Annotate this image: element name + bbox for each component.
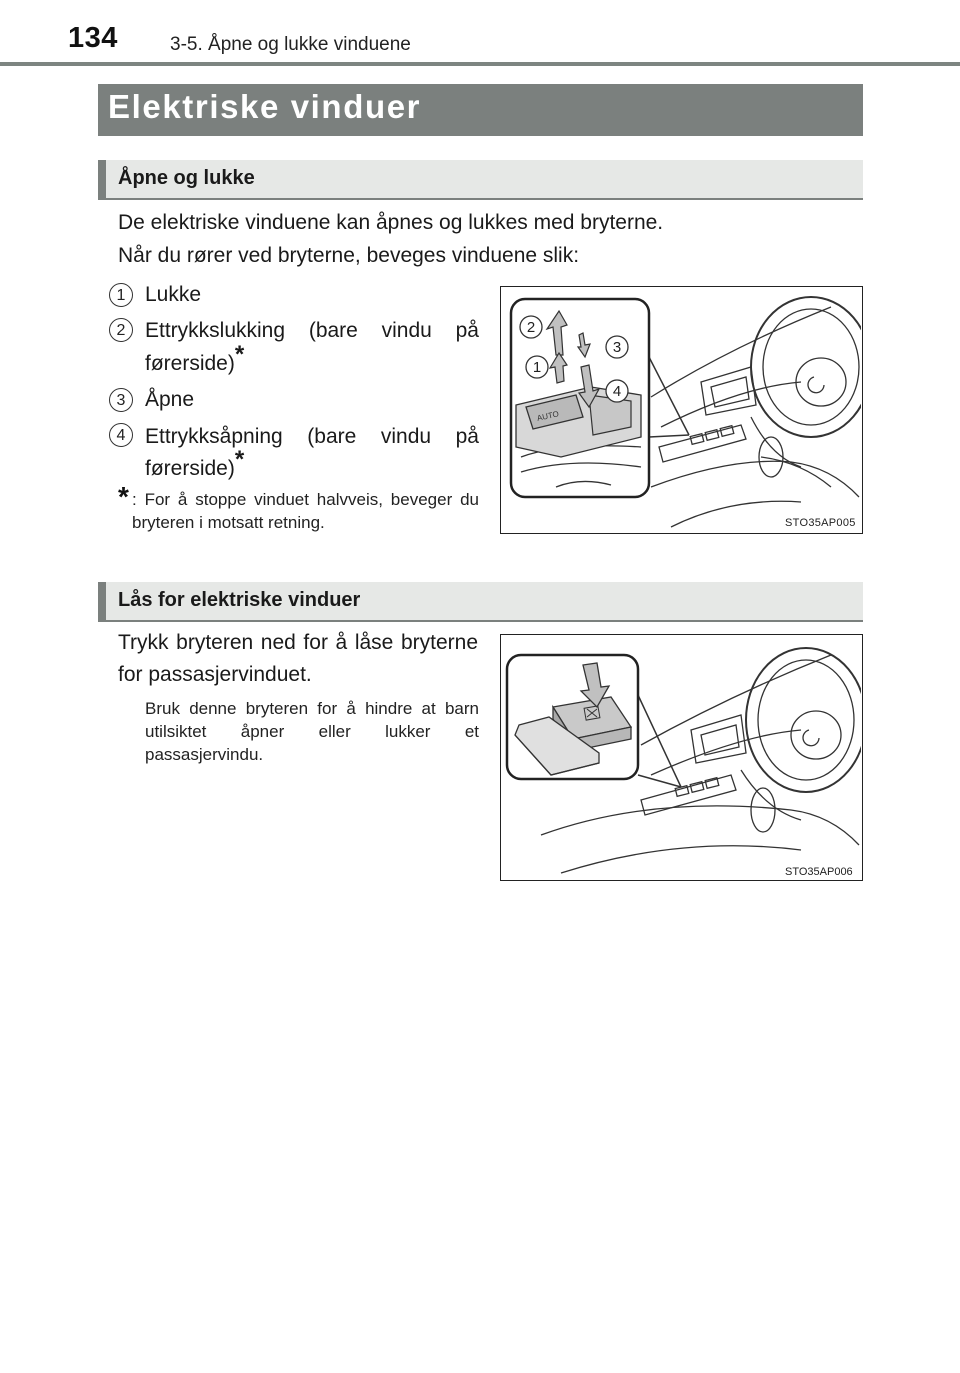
item-number-1: 1	[109, 283, 133, 307]
heading-accent	[98, 160, 106, 198]
figure-label-1: 1	[532, 359, 542, 376]
subsection-heading-lock	[98, 582, 863, 622]
page-number: 134	[68, 22, 118, 54]
figure-label-3: 3	[612, 339, 622, 356]
intro-paragraph-2: Når du rører ved bryterne, beveges vinduene slik:	[118, 244, 580, 267]
item-number-3: 3	[109, 388, 133, 412]
item-one-touch-close: Ettrykkslukking (bare vindu på	[145, 319, 479, 342]
item-one-touch-open-cont	[145, 446, 479, 485]
figure-code: STO35AP005	[785, 517, 856, 529]
asterisk: *	[234, 446, 245, 473]
section-title: Elektriske vinduer	[108, 88, 422, 125]
item-number-2: 2	[109, 318, 133, 342]
figure-window-switch	[500, 286, 863, 534]
item-open: Åpne	[145, 388, 195, 411]
running-title: 3-5. Åpne og lukke vinduene	[170, 34, 411, 55]
lock-note: Bruk denne bryteren for å hindre at barn utilsiktet åpner eller lukker et passasjervindu.	[145, 699, 479, 764]
asterisk: *	[234, 341, 245, 368]
lock-paragraph: Trykk bryteren ned for å låse bryterne for passasjervinduet.	[118, 631, 478, 686]
figure-label-2: 2	[526, 319, 536, 336]
figure-lock-switch	[500, 634, 863, 881]
item-one-touch-open: Ettrykksåpning (bare vindu på	[145, 425, 479, 448]
subsection-title: Åpne og lukke	[118, 167, 255, 189]
intro-paragraph-1: De elektriske vinduene kan åpnes og lukkes med bryterne.	[118, 211, 664, 234]
auto-label: AUTO	[536, 409, 560, 423]
figure-label-4: 4	[612, 383, 622, 400]
item-close: Lukke	[145, 283, 202, 306]
subsection-title: Lås for elektriske vinduer	[118, 589, 361, 611]
header-rule	[0, 62, 960, 66]
window-switch-illustration	[501, 287, 861, 532]
figure-code: STO35AP006	[785, 866, 853, 878]
footnote: : For å stoppe vinduet halvveis, beveger du bryteren i motsatt retning.	[132, 490, 479, 532]
subsection-heading-open-close	[98, 160, 863, 200]
note-asterisk: *	[118, 481, 129, 512]
item-number-4: 4	[109, 423, 133, 447]
item-text-cont: førerside)	[145, 352, 235, 375]
item-text-cont: førerside)	[145, 457, 235, 480]
lock-switch-illustration	[501, 635, 861, 879]
item-one-touch-close-cont	[145, 341, 479, 380]
heading-accent	[98, 582, 106, 620]
